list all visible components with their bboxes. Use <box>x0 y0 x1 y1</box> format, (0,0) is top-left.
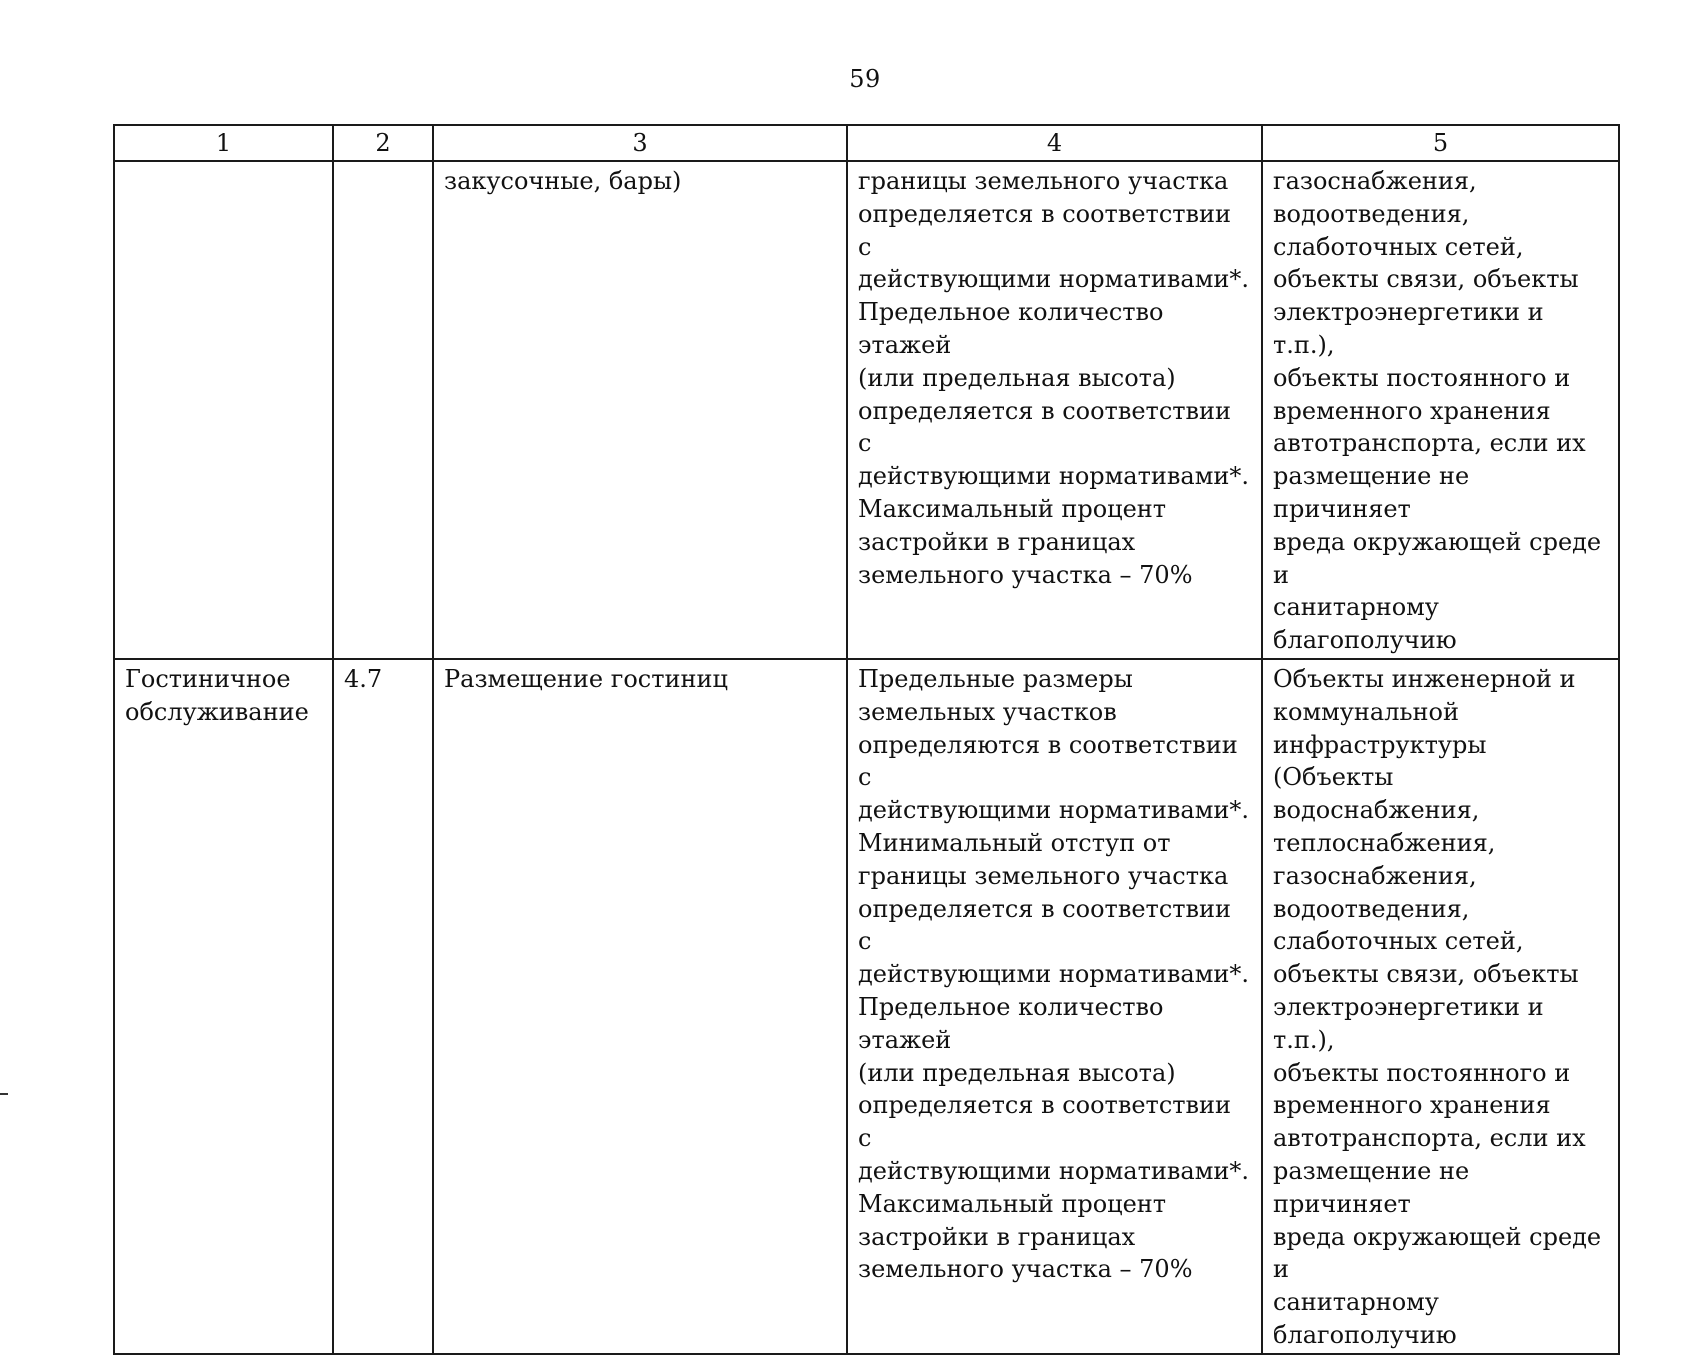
description-cell: закусочные, бары) <box>433 161 847 659</box>
scan-edge-mark <box>0 1093 8 1095</box>
description-cell: Размещение гостиниц <box>433 659 847 1354</box>
code-cell: 4.7 <box>333 659 433 1354</box>
table-header-row <box>114 125 1619 161</box>
use-type-cell <box>114 161 333 659</box>
auxiliary-uses-cell: Объекты инженерной и коммунальной инфраструктуры (Объекты водоснабжения, теплоснабжения, газоснабжения, водоотведения, слаботочных сетей, объекты связи, объекты электроэнергетики и т.п.), объекты постоянного и временного хранения автотранспорта, если их размещение не причиняет вреда окружающей среде и санитарному благополучию <box>1262 659 1619 1354</box>
regulations-table <box>113 124 1620 1355</box>
column-header-4: 4 <box>847 125 1262 161</box>
use-type-cell: Гостиничное обслуживание <box>114 659 333 1354</box>
column-header-5: 5 <box>1262 125 1619 161</box>
column-header-2: 2 <box>333 125 433 161</box>
parameters-cell: границы земельного участка определяется в соответствии с действующими нормативами*. Предельное количество этажей (или предельная высота) определяется в соответствии с действующими нормативами*. Максимальный процент застройки в границах земельного участка – 70% <box>847 161 1262 659</box>
page-number: 59 <box>849 65 881 93</box>
parameters-cell: Предельные размеры земельных участков определяются в соответствии с действующими нормативами*. Минимальный отступ от границы земельного участка определяется в соответствии с действующими нормативами*. Предельное количество этажей (или предельная высота) определяется в соответствии с действующими нормативами*. Максимальный процент застройки в границах земельного участка – 70% <box>847 659 1262 1354</box>
table-row <box>114 161 1619 659</box>
table-row <box>114 659 1619 1354</box>
column-header-3: 3 <box>433 125 847 161</box>
column-header-1: 1 <box>114 125 333 161</box>
code-cell <box>333 161 433 659</box>
auxiliary-uses-cell: газоснабжения, водоотведения, слаботочных сетей, объекты связи, объекты электроэнергетики и т.п.), объекты постоянного и временного хранения автотранспорта, если их размещение не причиняет вреда окружающей среде и санитарному благополучию <box>1262 161 1619 659</box>
